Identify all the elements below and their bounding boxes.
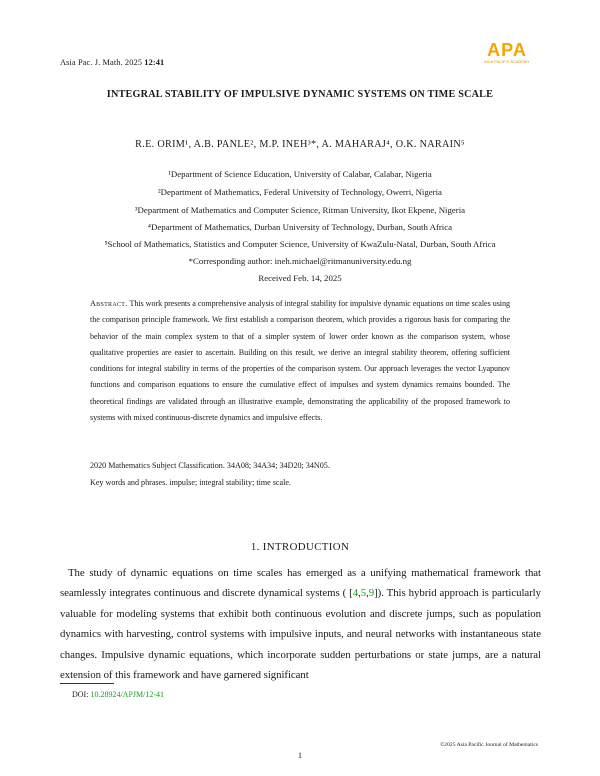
affiliation-3: ³Department of Mathematics and Computer Science, Ritman University, Ikot Ekpene, Nigeria bbox=[134, 205, 466, 215]
corresponding-author: *Corresponding author: ineh.michael@ritmanuniversity.edu.ng bbox=[188, 256, 412, 266]
received-date: Received Feb. 14, 2025 bbox=[258, 273, 342, 283]
citation-link[interactable]: 4 bbox=[352, 587, 359, 600]
abstract-text: This work presents a comprehensive analysis of integral stability for impulsive dynamic equations on time scales using the comparison principle framework. We first establish a comparison theorem, which provides a rigorous basis for comparing the behavior of the main complex system to that of a simpler system of lower order known as the comparison system, whose qualitative properties are easier to ascertain. Building on this result, we derive an integral stability theorem, offering sufficient conditions for integral stability in terms of the properties of the comparison system. Our approach leverages the vector Lyapunov functions and comparison equations to ensure the cumulative effect of impulses and system dynamics remains bounded. The theoretical findings are validated through an illustrative example, demonstrating the applicability of the proposed framework to systems with mixed continuous-discrete dynamics and impulsive effects. bbox=[90, 299, 510, 423]
paper-title: INTEGRAL STABILITY OF IMPULSIVE DYNAMIC SYSTEMS ON TIME SCALE bbox=[106, 89, 494, 100]
logo-subtext: ASIA PACIFIC ACADEMY bbox=[484, 60, 530, 64]
citation-link[interactable]: 9 bbox=[368, 587, 375, 600]
footnote-rule bbox=[60, 683, 114, 684]
abstract-heading: Abstract. bbox=[90, 299, 128, 308]
msc-classification: 2020 Mathematics Subject Classification. 34A08; 34A34; 34D20; 34N05. bbox=[90, 461, 330, 470]
affiliation-2: ²Department of Mathematics, Federal University of Technology, Owerri, Nigeria bbox=[158, 187, 442, 197]
citation-link[interactable]: 5 bbox=[360, 587, 367, 600]
copyright-notice: ©2025 Asia Pacific Journal of Mathematics bbox=[440, 742, 538, 748]
journal-name: Asia Pac. J. Math. 2025 bbox=[60, 58, 143, 67]
citation-separator: , bbox=[366, 587, 369, 600]
doi-link[interactable]: 10.28924/APJM/12-41 bbox=[90, 690, 165, 699]
logo-text: APA bbox=[487, 40, 527, 60]
intro-text-part1: The study of dynamic equations on time scales has emerged as a unifying mathematical framework that seamlessly integrates continuous and discrete dynamical systems ( [ bbox=[60, 567, 541, 600]
abstract bbox=[90, 296, 510, 426]
citation-separator: , bbox=[358, 587, 361, 600]
affiliation-4: ⁴Department of Mathematics, Durban University of Technology, Durban, South Africa bbox=[147, 222, 453, 232]
page-number: 1 bbox=[297, 751, 303, 760]
intro-text-part2: ]). This hybrid approach is particularly valuable for modeling systems that exhibit both continuous evolution and discrete jumps, such as population dynamics with harvesting, control systems with impulsive inputs, and neural networks with instantaneous state changes. Impulsive dynamic equations, which incorporate sudden perturbations or state jumps, are a natural extension of this framework and have garnered significant bbox=[60, 587, 541, 682]
affiliation-5: ⁵School of Mathematics, Statistics and Computer Science, University of KwaZulu-Natal, Durban, South Africa bbox=[104, 239, 496, 249]
article-number: 12:41 bbox=[144, 58, 165, 67]
keywords: Key words and phrases. impulse; integral stability; time scale. bbox=[90, 478, 291, 487]
apa-logo bbox=[476, 40, 538, 70]
author-list: R.E. ORIM¹, A.B. PANLE², M.P. INEH³*, A. MAHARAJ⁴, O.K. NARAIN⁵ bbox=[135, 139, 465, 150]
doi-label: DOI: bbox=[72, 690, 91, 699]
doi-footnote bbox=[72, 690, 164, 699]
section-heading: 1. INTRODUCTION bbox=[250, 541, 350, 553]
intro-paragraph bbox=[60, 563, 541, 685]
affiliation-1: ¹Department of Science Education, University of Calabar, Calabar, Nigeria bbox=[168, 169, 432, 179]
journal-header bbox=[60, 58, 164, 67]
